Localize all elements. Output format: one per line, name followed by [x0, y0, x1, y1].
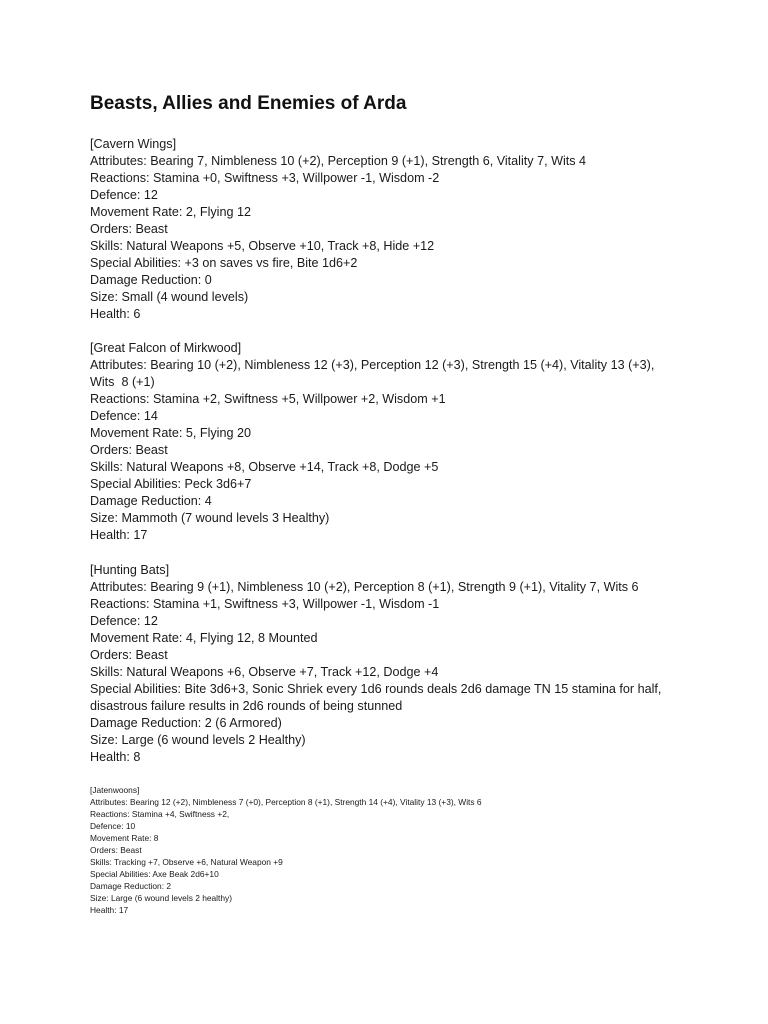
creature-name: [Great Falcon of Mirkwood] — [90, 341, 242, 355]
reactions-line: Reactions: Stamina +0, Swiftness +3, Willpower -1, Wisdom -2 — [90, 171, 440, 185]
health-line: Health: 6 — [90, 307, 141, 321]
orders-line: Orders: Beast — [90, 222, 168, 236]
movement-rate-line: Movement Rate: 8 — [90, 833, 159, 843]
damage-reduction-line: Damage Reduction: 2 — [90, 881, 172, 891]
creature-entry-hunting-bats — [90, 562, 690, 766]
reactions-line: Reactions: Stamina +4, Swiftness +2, — [90, 809, 230, 819]
size-line: Size: Large (6 wound levels 2 healthy) — [90, 893, 232, 903]
attributes-line: Attributes: Bearing 10 (+2), Nimbleness 12 (+3), Perception 12 (+3), Strength 15 (+4), Vitality 13 (+3), — [90, 358, 655, 372]
defence-line: Defence: 12 — [90, 614, 158, 628]
creature-name: [Hunting Bats] — [90, 563, 170, 577]
damage-reduction-line: Damage Reduction: 4 — [90, 494, 212, 508]
skills-line: Skills: Natural Weapons +6, Observe +7, Track +12, Dodge +4 — [90, 665, 439, 679]
damage-reduction-line: Damage Reduction: 0 — [90, 273, 212, 287]
reactions-line: Reactions: Stamina +2, Swiftness +5, Willpower +2, Wisdom +1 — [90, 392, 446, 406]
movement-rate-line: Movement Rate: 4, Flying 12, 8 Mounted — [90, 631, 318, 645]
orders-line: Orders: Beast — [90, 845, 142, 855]
defence-line: Defence: 10 — [90, 821, 136, 831]
attributes-line: Attributes: Bearing 12 (+2), Nimbleness 7 (+0), Perception 8 (+1), Strength 14 (+4), Vitality 13 (+3), Wits 6 — [90, 797, 482, 807]
health-line: Health: 8 — [90, 750, 141, 764]
defence-line: Defence: 14 — [90, 409, 158, 423]
attributes-line: Attributes: Bearing 9 (+1), Nimbleness 10 (+2), Perception 8 (+1), Strength 9 (+1), Vitality 7, Wits 6 — [90, 580, 639, 594]
creature-name: [Cavern Wings] — [90, 137, 177, 151]
special-abilities-line: Special Abilities: Axe Beak 2d6+10 — [90, 869, 219, 879]
size-line: Size: Small (4 wound levels) — [90, 290, 249, 304]
creature-entry-cavern-wings — [90, 136, 690, 323]
reactions-line: Reactions: Stamina +1, Swiftness +3, Willpower -1, Wisdom -1 — [90, 597, 440, 611]
skills-line: Skills: Natural Weapons +5, Observe +10, Track +8, Hide +12 — [90, 239, 435, 253]
health-line: Health: 17 — [90, 528, 148, 542]
skills-line: Skills: Tracking +7, Observe +6, Natural Weapon +9 — [90, 857, 283, 867]
special-abilities-line: Special Abilities: +3 on saves vs fire, Bite 1d6+2 — [90, 256, 358, 270]
movement-rate-line: Movement Rate: 5, Flying 20 — [90, 426, 251, 440]
orders-line: Orders: Beast — [90, 443, 168, 457]
skills-line: Skills: Natural Weapons +8, Observe +14, Track +8, Dodge +5 — [90, 460, 439, 474]
special-abilities-line-continued: disastrous failure results in 2d6 rounds of being stunned — [90, 699, 403, 713]
damage-reduction-line: Damage Reduction: 2 (6 Armored) — [90, 716, 282, 730]
attributes-line: Attributes: Bearing 7, Nimbleness 10 (+2), Perception 9 (+1), Strength 6, Vitality 7, Wits 4 — [90, 154, 587, 168]
creature-entry-great-falcon — [90, 340, 690, 544]
document-title: Beasts, Allies and Enemies of Arda — [90, 93, 407, 114]
size-line: Size: Mammoth (7 wound levels 3 Healthy) — [90, 511, 330, 525]
attributes-line-continued: Wits 8 (+1) — [90, 375, 155, 389]
orders-line: Orders: Beast — [90, 648, 168, 662]
movement-rate-line: Movement Rate: 2, Flying 12 — [90, 205, 251, 219]
special-abilities-line: Special Abilities: Bite 3d6+3, Sonic Shriek every 1d6 rounds deals 2d6 damage TN 15 stamina for half, — [90, 682, 662, 696]
creature-name: [Jatenwoons] — [90, 785, 140, 795]
health-line: Health: 17 — [90, 905, 129, 915]
size-line: Size: Large (6 wound levels 2 Healthy) — [90, 733, 306, 747]
creature-entry-jatenwoons — [90, 784, 690, 916]
special-abilities-line: Special Abilities: Peck 3d6+7 — [90, 477, 252, 491]
defence-line: Defence: 12 — [90, 188, 158, 202]
